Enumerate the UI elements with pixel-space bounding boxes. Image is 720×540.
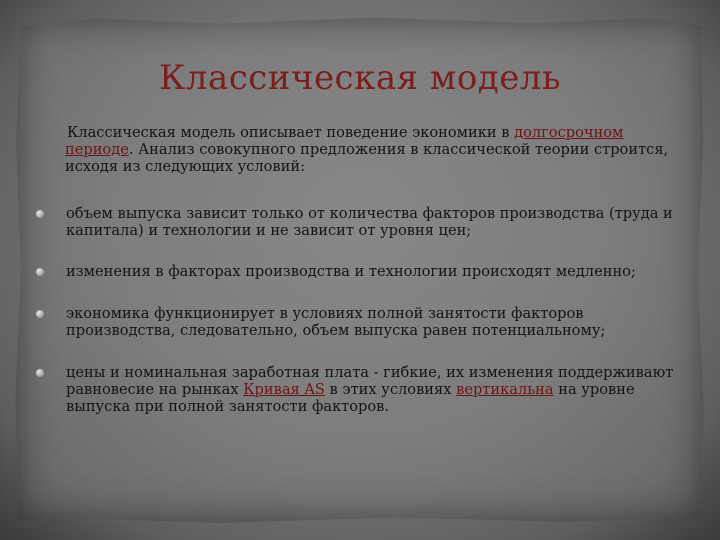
bullet4-part2: в этих условиях — [324, 381, 457, 398]
list-item — [36, 364, 686, 415]
bullet4-part3: на уровне выпуска при полной занятости факторов. — [66, 381, 635, 415]
conditions-list — [36, 205, 686, 415]
vertical-link[interactable]: вертикальна — [456, 381, 554, 398]
slide-title: Классическая модель — [159, 58, 561, 98]
bullet-dot-icon — [36, 210, 44, 218]
list-item-text: объем выпуска зависит только от количества факторов производства (труда и капитала) и технологии и не зависит от уровня цен; — [66, 205, 673, 239]
bullet-dot-icon — [36, 268, 44, 276]
intro-text — [65, 124, 675, 175]
intro-part1: Классическая модель описывает поведение экономики в — [67, 124, 515, 141]
intro-paragraph — [65, 124, 675, 175]
bullet-dot-icon — [36, 369, 44, 377]
list-item-text — [66, 364, 673, 415]
long-run-link[interactable]: долгосрочном периоде — [65, 124, 624, 158]
intro-part2: . Анализ совокупного предложения в классической теории строится, исходя из следующих условий: — [65, 141, 669, 175]
list-item-text: изменения в факторах производства и технологии происходят медленно; — [66, 263, 636, 280]
bullet-dot-icon — [36, 310, 44, 318]
list-item — [36, 205, 686, 239]
as-curve-link[interactable]: Кривая AS — [243, 381, 325, 398]
list-item — [36, 263, 686, 280]
list-item-text: экономика функционирует в условиях полной занятости факторов производства, следовательно, объем выпуска равен потенциальному; — [66, 305, 606, 339]
bullet4-part1: цены и номинальная заработная плата - гибкие, их изменения поддерживают равновесие на рынках — [66, 364, 674, 398]
list-item — [36, 305, 686, 339]
